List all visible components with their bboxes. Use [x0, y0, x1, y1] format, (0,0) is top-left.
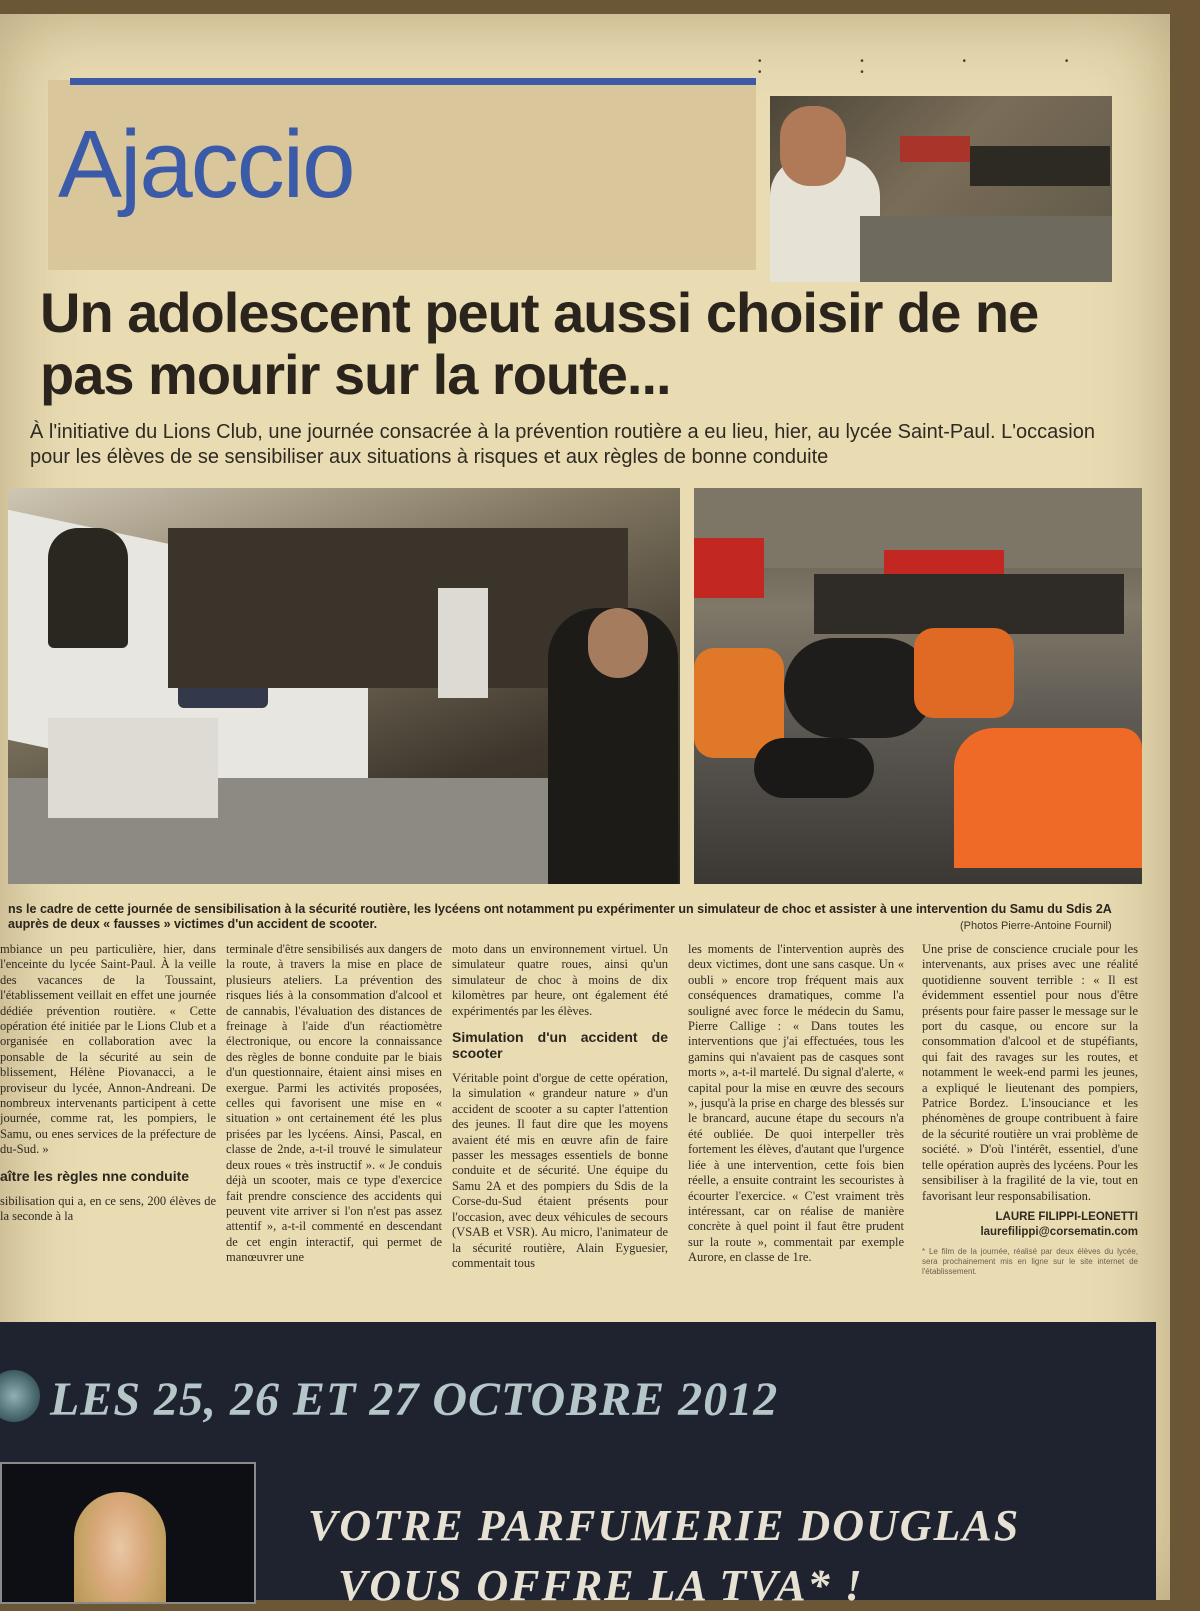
photo-caption: ns le cadre de cette journée de sensibilisation à la sécurité routière, les lycéens ont notamment pu expérimenter un simulateur de choc et assister à une intervention du Samu du Sdis 2A auprès de deux « fausses » victimes d'un accident de scooter. [8, 902, 1112, 931]
paragraph: terminale d'être sensibilisés aux dangers de la route, à travers la mise en place de plusieurs ateliers. La prévention des risques liés à la consommation d'alcool et de cannabis, l'évaluation des distances de freinage à l'aide d'un réactiomètre électronique, ou encore la connaissance des règles de bonne conduite par le biais d'un questionnaire, étaient ainsi mises en exergue. Parmi les activités proposées, celles qui favorisent une mise en « situation » ont certainement été les plus prisées par les lycéens. Ainsi, Pascal, en classe de 2nde, a-t-il trouvé le simulateur deux roues « très instructif ». « Je conduis déjà un scooter, mais ce type d'exercice fait prendre conscience des accidents qui peuvent vite arriver si l'on n'est pas assez attentif », a-t-il commenté en descendant de cet engin interactif, qui permet de manœuvrer une [226, 942, 442, 1265]
article-column-4 [688, 942, 904, 1270]
subheading: aître les règles nne conduite [0, 1167, 190, 1184]
footnote: * Le film de la journée, réalisé par deux élèves du lycée, sera prochainement mis en ligne sur le site internet de l'établissement. [922, 1246, 1138, 1276]
article-standfirst: À l'initiative du Lions Club, une journée consacrée à la prévention routière a eu lieu, hier, au lycée Saint-Paul. L'occasion pour les élèves de se sensibiliser aux situations à risques et aux règles de bonne conduite [30, 421, 1095, 468]
ad-title-line-1: VOTRE PARFUMERIE DOUGLAS [308, 1501, 1021, 1550]
photo-speaker-microphone [770, 96, 1112, 282]
paragraph: mbiance un peu particulière, hier, dans l'enceinte du lycée Saint-Paul. À la veille des vacances de la Toussaint, l'établissement veillait en effet une journée dédiée prévention routière. « Cette opération été initiée par le Lions Club et a organisée en collaboration avec la ponsable de la sécurité au sein de blissement, Hélène Piovanacci, a le proviseur du lycée, Annon-Andreani. De nombreux intervenants participent à cette journée, comme rat, les pompiers, le Samu, ou enes services de la préfecture de du-Sud. » [0, 942, 216, 1157]
author-signature: LAURE FILIPPI-LEONETTI [995, 1210, 1138, 1223]
article-column-3 [452, 942, 668, 1275]
paragraph: Véritable point d'orgue de cette opération, la simulation « grandeur nature » d'un accident de scooter a su capter l'attention des jeunes. Il faut dire que les moyens avaient été mis en œuvre afin de faire passer les messages essentiels de bonne conduite et de sécurité. Une équipe du Samu 2A et des pompiers du Sdis de la Corse-du-Sud étaient présents pour l'occasion, avec deux véhicules de secours (VSAB et VSR). Au micro, l'animateur de la sécurité routière, Alain Eyguesier, commentait tous [452, 1071, 668, 1270]
ad-title-line-2: VOUS OFFRE LA TVA* ! [338, 1561, 864, 1610]
author-email: laurefilippi@corsematin.com [980, 1226, 1138, 1239]
page-dots: • • • • • • [758, 56, 1117, 78]
paragraph: moto dans un environnement virtuel. Un simulateur quatre roues, ainsi qu'un simulateur de choc à moins de dix kilomètres par heure, ont également été expérimentés par les élèves. [452, 942, 668, 1018]
paragraph: Une prise de conscience cruciale pour les intervenants, aux prises avec une réalité quotidienne souvent terrible : « Il est évidemment essentiel pour nous d'être présents pour faire passer le message sur le port du casque, ou encore sur la consommation d'alcool et de stupéfiants, qui fait des ravages sur les routes, et notamment le week-end parmi les jeunes, a expliqué le lieutenant des pompiers, Patrice Bordez. L'insouciance et les phénomènes de groupe contribuent à faire de la sécurité routière un vrai problème de société. » D'où l'intérêt, essentiel, d'une telle opération auprès des lycéens. Pour les sensibiliser à la fragilité de la vie, tout en favorisant leur responsabilisation. [922, 942, 1138, 1203]
section-title: Ajaccio [58, 111, 354, 218]
article-column-5 [922, 942, 1138, 1277]
photo-credit: (Photos Pierre-Antoine Fournil) [960, 920, 1112, 932]
ad-model-photo [0, 1462, 256, 1604]
subheading: Simulation d'un accident de scooter [452, 1029, 668, 1062]
paragraph: les moments de l'intervention auprès des deux victimes, dont une sans casque. Un « oubli » encore trop fréquent mais aux conséquences dramatiques, comme l'a souligné avec force le médecin du Samu, Pierre Callige : « Dans toutes les interventions que j'ai effectuées, tous les gamins qui n'avaient pas de casques sont morts », a-t-il martelé. Du signal d'alerte, « capital pour la mise en œuvre des secours », jusqu'à la prise en charge des blessés sur le brancard, aucune étape du secours n'a été oubliée. De quoi interpeller très fortement les élèves, d'autant que l'urgence liée à une intervention, cette fois bien réelle, a ensuite contraint les secouristes à écourter l'exercice. « C'est vraiment très intéressant, car on réalise de manière concrète à quel point il faut être prudent sur la route », commentait par exemple Aurore, en classe de 1re. [688, 942, 904, 1265]
photo-crash-simulator [8, 488, 680, 884]
paragraph: sibilisation qui a, en ce sens, 200 élèves de la seconde à la [0, 1193, 216, 1224]
article-column-1 [0, 942, 216, 1229]
section-blue-rule [70, 78, 756, 85]
article-headline: Un adolescent peut aussi choisir de ne pas mourir sur la route... [40, 281, 1039, 406]
ad-dates: LES 25, 26 ET 27 OCTOBRE 2012 [50, 1373, 779, 1426]
article-column-2 [226, 942, 442, 1270]
photo-samu-intervention [694, 488, 1142, 884]
model-figure [74, 1492, 166, 1604]
